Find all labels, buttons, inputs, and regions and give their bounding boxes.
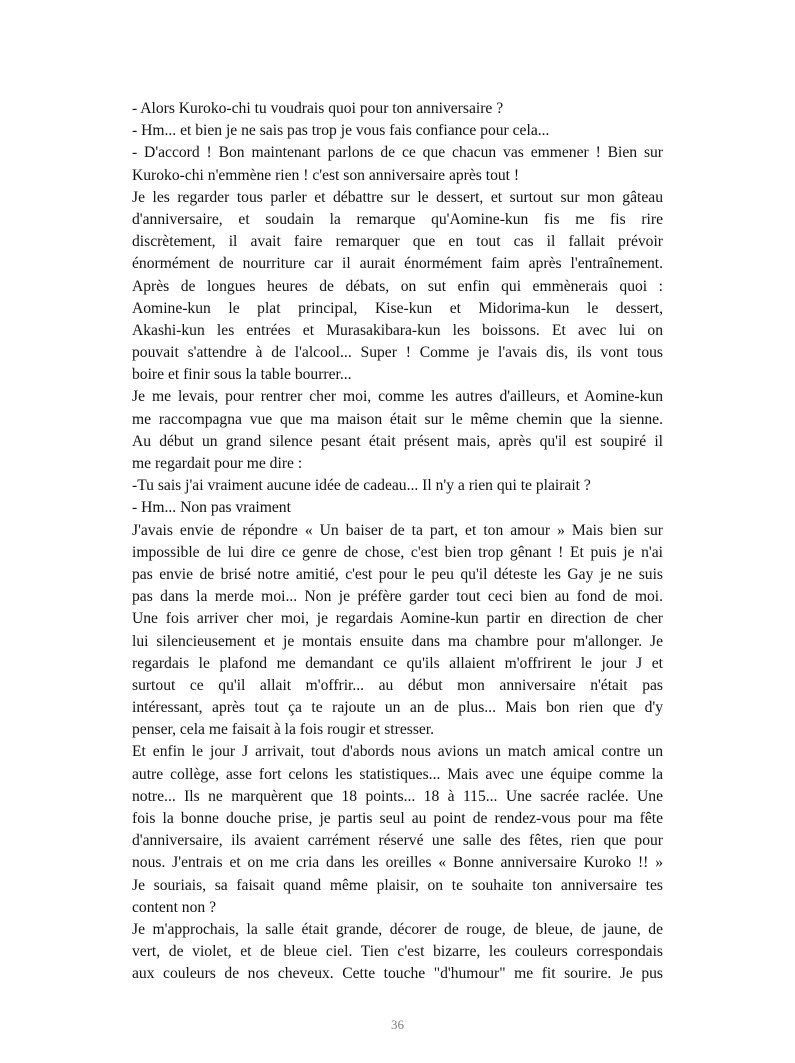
text-line: pas envie de brisé notre amitié, c'est pour le peu qu'il déteste les Gay je ne suis — [132, 565, 663, 583]
text-line: autre collège, asse fort celons les statistiques... Mais avec une équipe comme la — [132, 765, 663, 783]
text-line: vert, de violet, et de bleue ciel. Tien c'est bizarre, les couleurs correspondais — [132, 943, 663, 961]
text-line: me raccompagna vue que ma maison était sur le même chemin que la sienne. — [132, 410, 663, 428]
page-number: 36 — [391, 1017, 404, 1032]
text-line: aux couleurs de nos cheveux. Cette touche "d'humour" me fit sourire. Je pus — [132, 965, 663, 983]
text-line: -Tu sais j'ai vraiment aucune idée de cadeau... Il n'y a rien qui te plairait ? — [132, 477, 591, 495]
text-line: d'anniversaire, et soudain la remarque qu'Aomine-kun fis me fis rire — [132, 210, 663, 228]
text-line: Je me levais, pour rentrer cher moi, comme les autres d'ailleurs, et Aomine-kun — [132, 388, 663, 406]
text-line: boire et finir sous la table bourrer... — [132, 366, 352, 384]
text-line: Au début un grand silence pesant était présent mais, après qu'il est soupiré il — [132, 432, 663, 450]
text-line: Je m'approchais, la salle était grande, décorer de rouge, de bleue, de jaune, de — [132, 920, 663, 938]
text-line: me regardait pour me dire : — [132, 455, 303, 472]
text-line: Kuroko-chi n'emmène rien ! c'est son anniversaire après tout ! — [132, 166, 520, 184]
text-line: notre... Ils ne marquèrent que 18 points... 18 à 115... Une sacrée raclée. Une — [132, 787, 663, 805]
text-line: pouvait s'attendre à de l'alcool... Super ! Comme je l'avais dis, ils vont tous — [132, 344, 663, 362]
text-line: impossible de lui dire ce genre de chose, c'est bien trop gênant ! Et puis je n'ai — [132, 543, 663, 561]
text-line: Après de longues heures de débats, on sut enfin qui emmènerais quoi : — [132, 277, 663, 295]
text-line: intéressant, après tout ça te rajoute un an de plus... Mais bon rien que d'y — [132, 699, 663, 717]
text-line: Akashi-kun les entrées et Murasakibara-kun les boissons. Et avec lui on — [132, 321, 663, 339]
text-line: - D'accord ! Bon maintenant parlons de ce que chacun vas emmener ! Bien sur — [132, 144, 663, 162]
text-line: Et enfin le jour J arrivait, tout d'abords nous avions un match amical contre un — [132, 743, 663, 761]
page-body — [132, 98, 663, 986]
text-line: nous. J'entrais et on me cria dans les oreilles « Bonne anniversaire Kuroko !! » — [132, 854, 663, 872]
text-line: Aomine-kun le plat principal, Kise-kun et Midorima-kun le dessert, — [132, 299, 663, 317]
text-line: Une fois arriver cher moi, je regardais Aomine-kun partir en direction de cher — [132, 610, 663, 628]
text-line: pas dans la merde moi... Non je préfère garder tout ceci bien au fond de moi. — [132, 588, 663, 606]
text-line: surtout ce qu'il allait m'offrir... au début mon anniversaire n'était pas — [132, 676, 663, 694]
text-line: énormément de nourriture car il aurait énormément faim après l'entraînement. — [132, 255, 663, 273]
text-line: penser, cela me faisait à la fois rougir et stresser. — [132, 721, 435, 739]
text-line: regardais le plafond me demandant ce qu'ils allaient m'offrirent le jour J et — [132, 654, 663, 672]
text-line: fois la bonne douche prise, je partis seul au point de rendez-vous pour ma fête — [132, 810, 663, 827]
text-line: - Alors Kuroko-chi tu voudrais quoi pour ton anniversaire ? — [132, 100, 504, 117]
text-line: content non ? — [132, 898, 217, 916]
text-line: Je les regarder tous parler et débattre sur le dessert, et surtout sur mon gâteau — [132, 188, 663, 206]
text-line: Je souriais, sa faisait quand même plaisir, on te souhaite ton anniversaire tes — [132, 876, 663, 894]
text-line: J'avais envie de répondre « Un baiser de ta part, et ton amour » Mais bien sur — [132, 521, 663, 539]
text-line: - Hm... et bien je ne sais pas trop je vous fais confiance pour cela... — [132, 122, 550, 140]
text-line: - Hm... Non pas vraiment — [132, 499, 291, 517]
text-line: d'anniversaire, ils avaient carrément réservé une salle des fêtes, rien que pour — [132, 832, 663, 850]
text-line: lui silencieusement et je montais ensuite dans ma chambre pour m'allonger. Je — [132, 632, 663, 650]
text-line: discrètement, il avait faire remarquer que en tout cas il fallait prévoir — [132, 233, 663, 251]
